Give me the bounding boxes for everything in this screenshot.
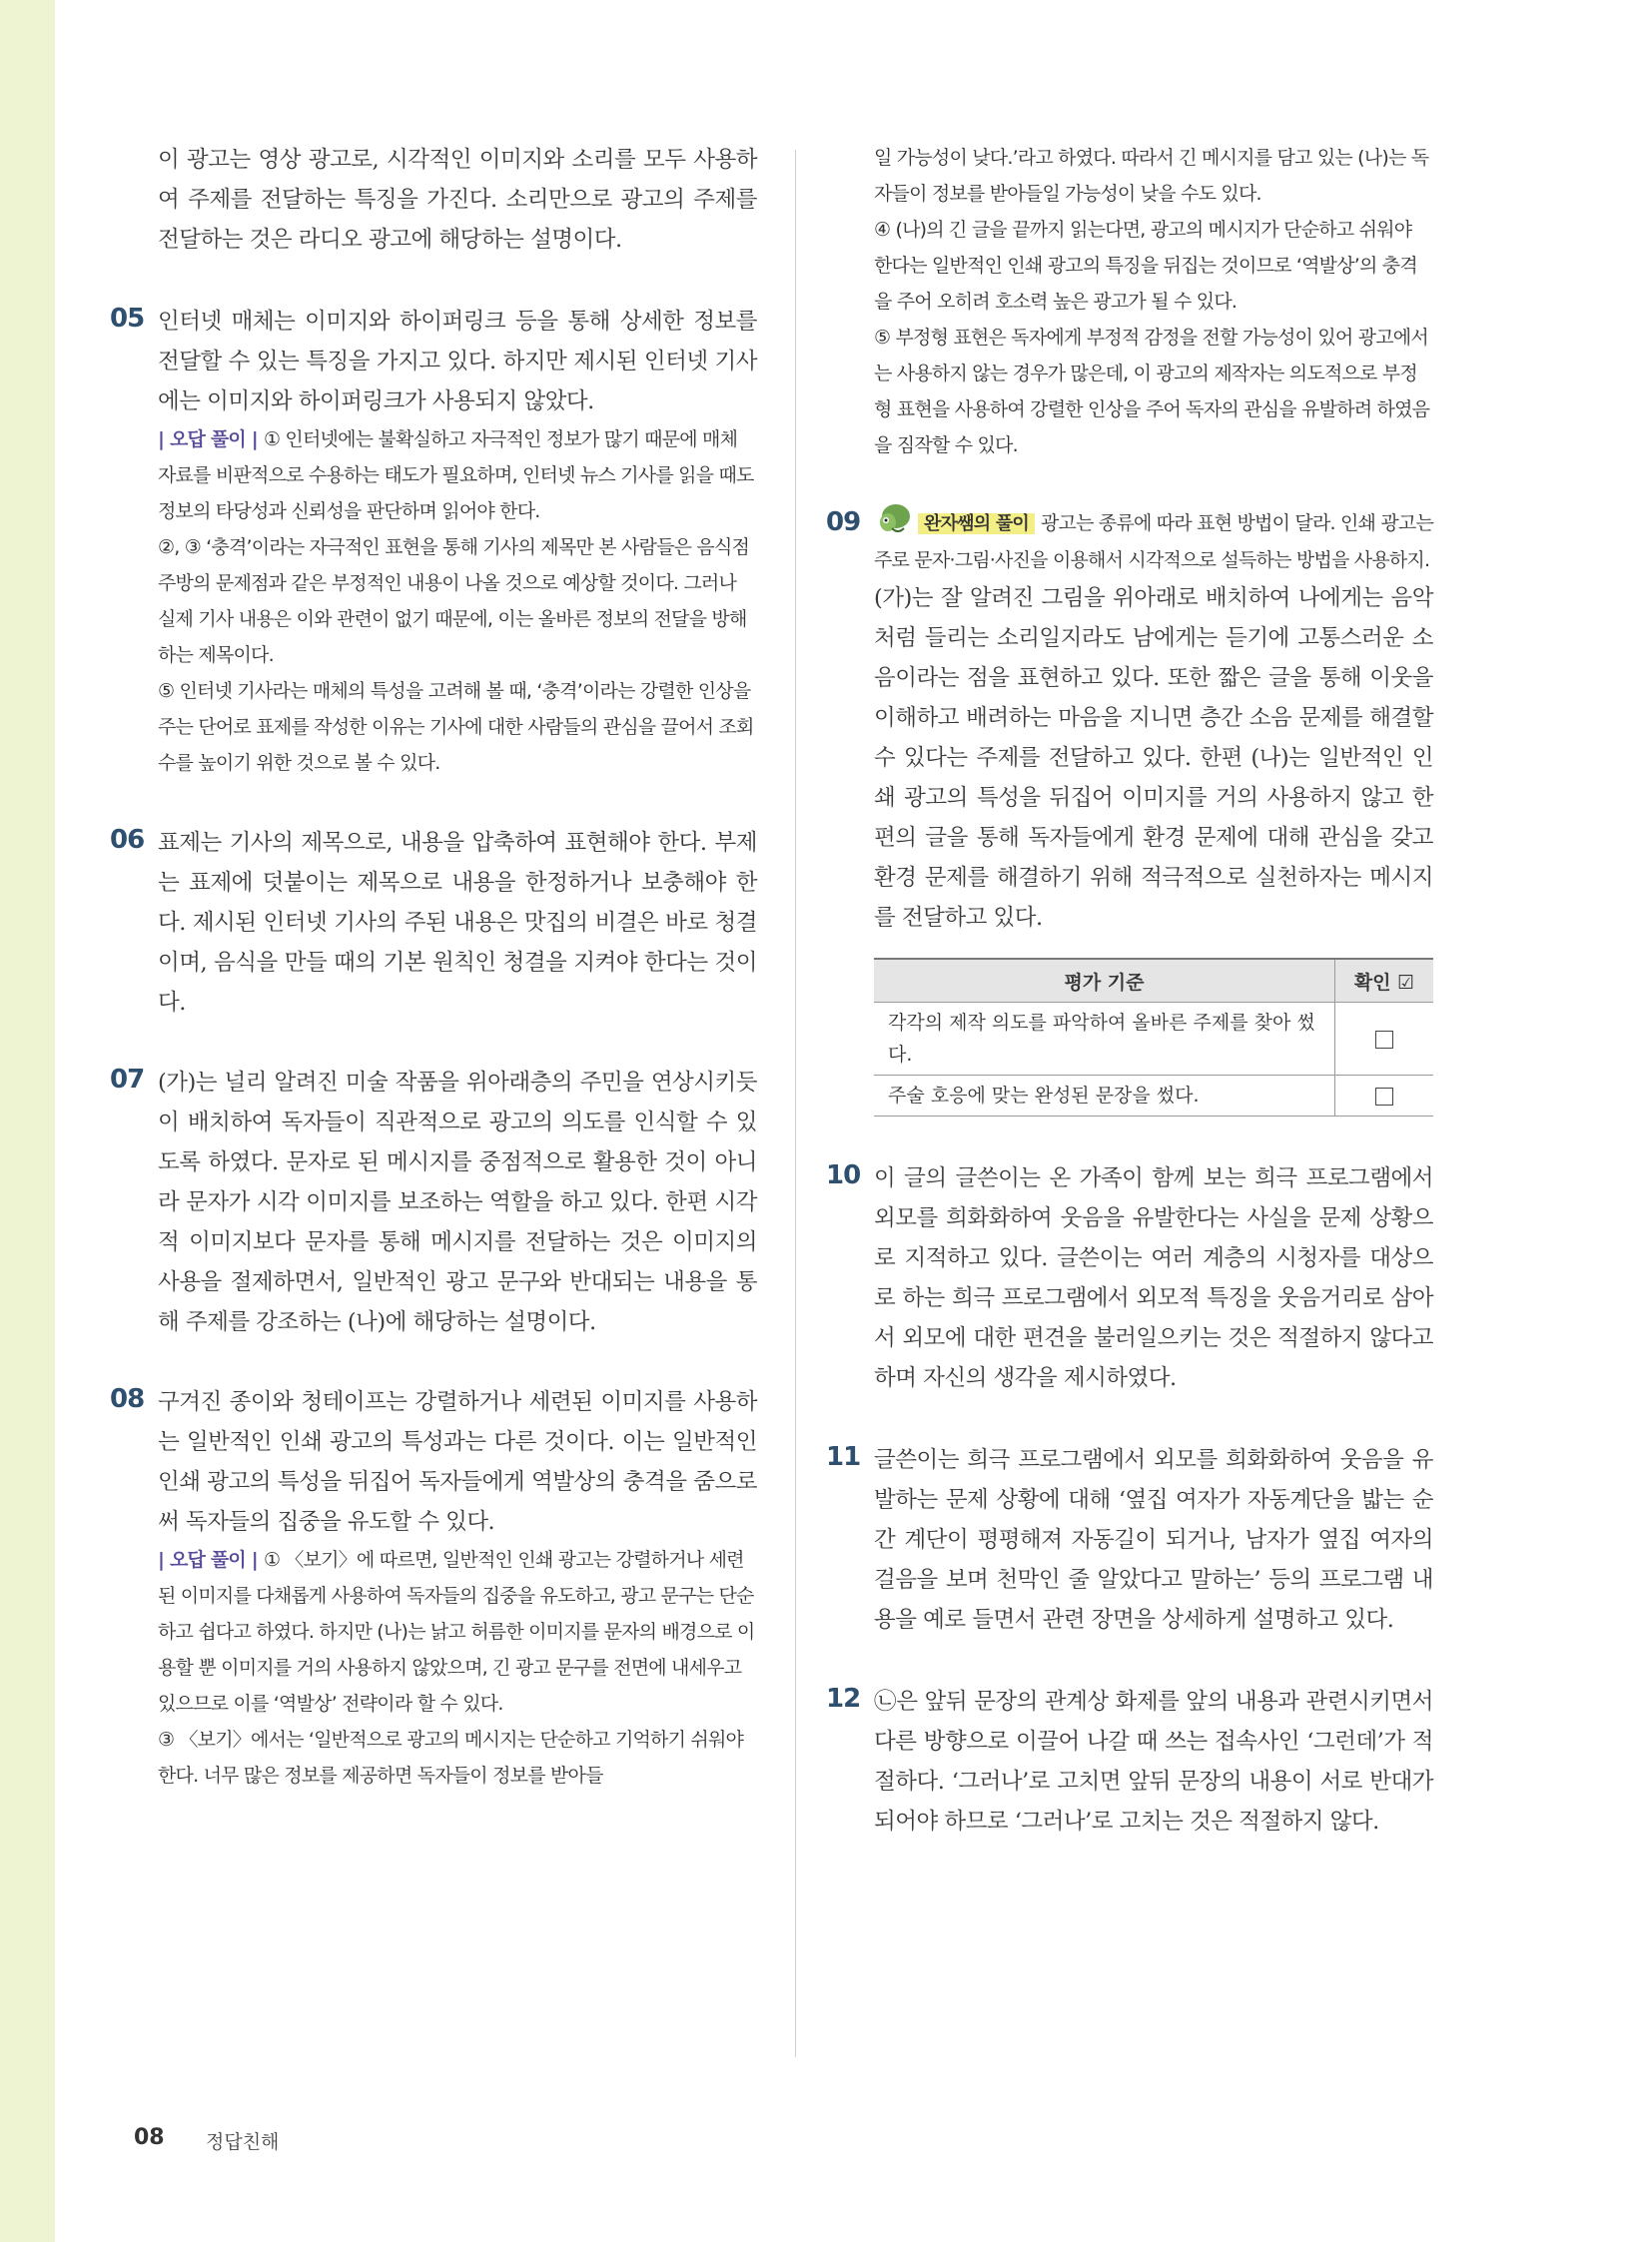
side-band <box>0 0 55 2242</box>
teacher-explanation <box>874 505 1433 578</box>
answer-number: 10 <box>826 1160 861 1190</box>
answer-text: 구겨진 종이와 청테이프는 강렬하거나 세련된 이미지를 사용하는 일반적인 인쇄 광고의 특성과는 다른 것이다. 이는 일반적인 인쇄 광고의 특성을 뒤집어 독자들에게 역발상의 충격을 줌으로써 독자들의 집중을 유도할 수 있다. <box>158 1389 757 1535</box>
explanation-text: ① 인터넷에는 불확실하고 자극적인 정보가 많기 때문에 매체 자료를 비판적으로 수용하는 태도가 필요하며, 인터넷 뉴스 기사를 읽을 때도 정보의 타당성과 신뢰성을 판단하며 읽어야 한다. <box>158 428 754 522</box>
answer-05 <box>110 302 757 781</box>
page-number: 08 <box>134 2125 165 2150</box>
left-column <box>110 140 757 1794</box>
explanation-4: ④ (나)의 긴 글을 끝까지 읽는다면, 광고의 메시지가 단순하고 쉬워야 한다는 일반적인 인쇄 광고의 특징을 뒤집는 것이므로 ‘역발상’의 충격을 주어 오히려 호소력 높은 광고가 될 수 있다. <box>874 219 1417 313</box>
criteria-cell: 주술 호응에 맞는 완성된 문장을 썼다. <box>874 1076 1335 1117</box>
wrong-answer-explanation-3: ⑤ 인터넷 기사라는 매체의 특성을 고려해 볼 때, ‘충격’이라는 강렬한 인상을 주는 단어로 표제를 작성한 이유는 기사에 대한 사람들의 관심을 끌어서 조회 수를 높이기 위한 것으로 볼 수 있다. <box>158 680 754 774</box>
answer-number: 11 <box>826 1442 861 1472</box>
answer-text: 글쓴이는 희극 프로그램에서 외모를 희화화하여 웃음을 유발하는 문제 상황에 대해 ‘옆집 여자가 자동계단을 밟는 순간 계단이 평평해져 자동길이 되거나, 남자가 옆집 여자의 걸음을 보며 천막인 줄 알았다고 말하는’ 등의 프로그램 내용을 예로 들면서 관련 장면을 상세하게 설명하고 있다. <box>874 1447 1433 1633</box>
wrong-answer-explanation-1 <box>158 1542 757 1722</box>
wrong-answer-tag: | 오답 풀이 | <box>158 428 258 450</box>
wrong-answer-explanation-2: ③ 〈보기〉에서는 ‘일반적으로 광고의 메시지는 단순하고 기억하기 쉬워야 한다. 너무 많은 정보를 제공하면 독자들이 정보를 받아들 <box>158 1729 744 1787</box>
table-header-row <box>874 959 1433 1003</box>
right-column <box>826 140 1433 1842</box>
check-header: 확인 ☑ <box>1335 959 1434 1003</box>
explanation-text: ① 〈보기〉에 따르면, 일반적인 인쇄 광고는 강렬하거나 세련된 이미지를 다채롭게 사용하여 독자들의 집중을 유도하고, 광고 문구는 단순하고 쉽다고 하였다. 하지만 (나)는 낡고 허름한 이미지를 문자의 배경으로 이용할 뿐 이미지를 거의 사용하지 않았으며, 긴 광고 문구를 전면에 내세우고 있으므로 이를 ‘역발상’ 전략이라 할 수 있다. <box>158 1549 755 1715</box>
table-row <box>874 1003 1433 1076</box>
answer-text: 표제는 기사의 제목으로, 내용을 압축하여 표현해야 한다. 부제는 표제에 덧붙이는 제목으로 내용을 한정하거나 보충해야 한다. 제시된 인터넷 기사의 주된 내용은 맛집의 비결은 바로 청결이며, 음식을 만들 때의 기본 원칙인 청결을 지켜야 한다는 것이다. <box>158 830 757 1016</box>
answer-number: 06 <box>110 825 145 855</box>
answer-number: 09 <box>826 507 861 537</box>
answer-09 <box>826 505 1433 1117</box>
answer-07 <box>110 1063 757 1342</box>
evaluation-table <box>874 958 1433 1117</box>
checkbox-icon[interactable] <box>1375 1031 1393 1049</box>
answer-08 <box>110 1382 757 1794</box>
answer-number: 05 <box>110 304 145 334</box>
teacher-intro: 광고는 종류에 따라 표현 방법이 달라. 인쇄 광고는 주로 문자·그림·사진을 이용해서 시각적으로 설득하는 방법을 사용하지. <box>874 512 1433 571</box>
check-cell <box>1335 1076 1434 1117</box>
wrong-answer-tag: | 오답 풀이 | <box>158 1549 258 1571</box>
answer-10 <box>826 1158 1433 1398</box>
answer-text: (가)는 널리 알려진 미술 작품을 위아래층의 주민을 연상시키듯이 배치하여 독자들이 직관적으로 광고의 의도를 인식할 수 있도록 하였다. 문자로 된 메시지를 중점적으로 활용한 것이 아니라 문자가 시각 이미지를 보조하는 역할을 하고 있다. 한편 시각적 이미지보다 문자를 통해 메시지를 전달하는 것은 이미지의 사용을 절제하면서, 일반적인 광고 문구와 반대되는 내용을 통해 주제를 강조하는 (나)에 해당하는 설명이다. <box>158 1070 757 1335</box>
checkbox-icon[interactable] <box>1375 1088 1393 1106</box>
answer-12 <box>826 1682 1433 1842</box>
answer-text: 인터넷 매체는 이미지와 하이퍼링크 등을 통해 상세한 정보를 전달할 수 있는 특징을 가지고 있다. 하지만 제시된 인터넷 기사에는 이미지와 하이퍼링크가 사용되지 않았다. <box>158 309 757 414</box>
column-divider <box>795 150 796 2057</box>
criteria-cell: 각각의 제작 의도를 파악하여 올바른 주제를 찾아 썼다. <box>874 1003 1335 1076</box>
check-cell <box>1335 1003 1434 1076</box>
continued-explanation: 일 가능성이 낮다.’라고 하였다. 따라서 긴 메시지를 담고 있는 (나)는 독자들이 정보를 받아들일 가능성이 낮을 수도 있다. <box>874 147 1429 205</box>
answer-number: 12 <box>826 1684 861 1714</box>
teacher-mascot-icon <box>874 498 914 538</box>
table-row <box>874 1076 1433 1117</box>
answer-06 <box>110 823 757 1023</box>
teacher-label: 완자쌤의 풀이 <box>918 513 1035 534</box>
answer-text: 이 글의 글쓴이는 온 가족이 함께 보는 희극 프로그램에서 외모를 희화화하여 웃음을 유발한다는 사실을 문제 상황으로 지적하고 있다. 글쓴이는 여러 계층의 시청자를 대상으로 하는 희극 프로그램에서 외모적 특징을 웃음거리로 삼아서 외모에 대한 편견을 불러일으키는 것은 적절하지 않다고 하며 자신의 생각을 제시하였다. <box>874 1165 1433 1391</box>
answer-11 <box>826 1440 1433 1640</box>
answer-text: ㉡은 앞뒤 문장의 관계상 화제를 앞의 내용과 관련시키면서 다른 방향으로 이끌어 나갈 때 쓰는 접속사인 ‘그런데’가 적절하다. ‘그러나’로 고치면 앞뒤 문장의 내용이 서로 반대가 되어야 하므로 ‘그러나’로 고치는 것은 적절하지 않다. <box>874 1689 1433 1835</box>
explanation-5: ⑤ 부정형 표현은 독자에게 부정적 감정을 전할 가능성이 있어 광고에서는 사용하지 않는 경우가 많은데, 이 광고의 제작자는 의도적으로 부정형 표현을 사용하여 강렬한 인상을 주어 독자의 관심을 유발하려 하였음을 짐작할 수 있다. <box>874 327 1430 456</box>
answer-text: (가)는 잘 알려진 그림을 위아래로 배치하여 나에게는 음악처럼 들리는 소리일지라도 남에게는 듣기에 고통스러운 소음이라는 점을 표현하고 있다. 또한 짧은 글을 통해 이웃을 이해하고 배려하는 마음을 지니면 층간 소음 문제를 해결할 수 있다는 주제를 전달하고 있다. 한편 (나)는 일반적인 인쇄 광고의 특성을 뒤집어 이미지를 거의 사용하지 않고 한 편의 글을 통해 독자들에게 환경 문제에 대해 관심을 갖고 환경 문제를 해결하기 위해 적극적으로 실천하자는 메시지를 전달하고 있다. <box>874 585 1433 931</box>
answer-number: 08 <box>110 1384 145 1414</box>
intro-paragraph: 이 광고는 영상 광고로, 시각적인 이미지와 소리를 모두 사용하여 주제를 전달하는 특징을 가진다. 소리만으로 광고의 주제를 전달하는 것은 라디오 광고에 해당하는 설명이다. <box>158 147 757 253</box>
footer-label: 정답친해 <box>206 2131 280 2153</box>
wrong-answer-explanation-1 <box>158 421 757 529</box>
answer-number: 07 <box>110 1065 145 1095</box>
teacher-badge <box>874 506 1035 542</box>
wrong-answer-explanation-2: ②, ③ ‘충격’이라는 자극적인 표현을 통해 기사의 제목만 본 사람들은 음식점 주방의 문제점과 같은 부정적인 내용이 나올 것으로 예상할 것이다. 그러나 실제 기사 내용은 이와 관련이 없기 때문에, 이는 올바른 정보의 전달을 방해하는 제목이다. <box>158 536 750 666</box>
criteria-header: 평가 기준 <box>874 959 1335 1003</box>
